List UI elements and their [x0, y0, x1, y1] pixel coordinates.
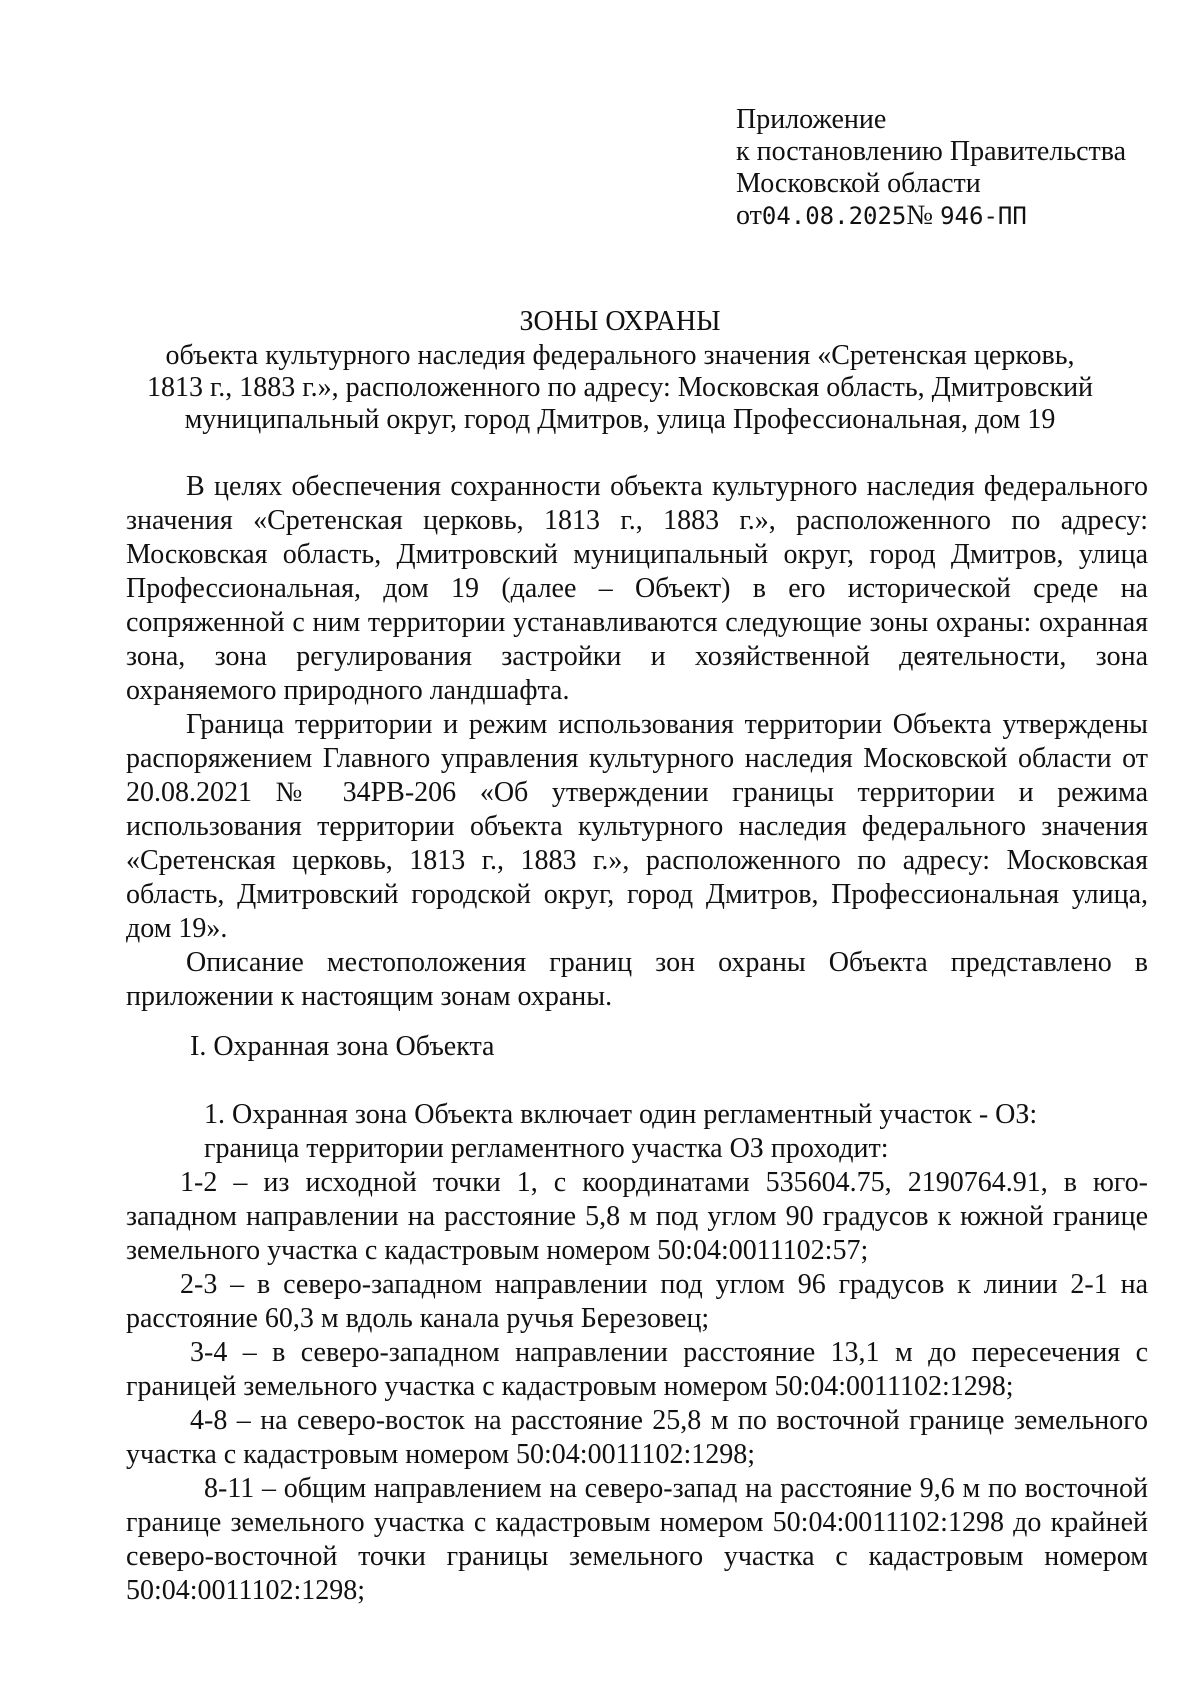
paragraph-boundary: Граница территории и режим использования территории Объекта утверждены распоряжением Главного управления культурного наследия Московской области от 20.08.2021 № 34РВ-206 «Об утверждении границы территории и режима использования территории объекта культурного наследия федерального значения «Сретенская церковь, 1813 г., 1883 г.», расположенного по адресу: Московская область, Дмитровский городской округ, город Дмитров, Профессиональная улица, дом 19».: [126, 709, 1148, 944]
subtitle-line-2: 1813 г., 1883 г.», расположенного по адресу: Московская область, Дмитровский: [146, 372, 1094, 403]
appendix-line-3: Московской области: [736, 168, 981, 199]
section-intro-2: граница территории регламентного участка ОЗ проходит:: [204, 1133, 889, 1164]
boundary-segment-4-8: 4-8 – на северо-восток на расстояние 25,8 м по восточной границе земельного участка с кадастровым номером 50:04:0011102:1298;: [126, 1405, 1148, 1470]
paragraph-description: Описание местоположения границ зон охраны Объекта представлено в приложении к настоящим зонам охраны.: [126, 947, 1148, 1012]
boundary-segment-2-3: 2-3 – в северо-западном направлении под углом 96 градусов к линии 2-1 на расстояние 60,3 м вдоль канала ручья Березовец;: [126, 1269, 1148, 1334]
appendix-line-2: к постановлению Правительства: [736, 136, 1127, 167]
boundary-segment-8-11: 8-11 – общим направлением на северо-запад на расстояние 9,6 м по восточной границе земельного участка с кадастровым номером 50:04:0011102:1298 до крайней северо-восточной точки границы земельного участка с кадастровым номером 50:04:0011102:1298;: [126, 1473, 1148, 1606]
boundary-segment-1-2: 1-2 – из исходной точки 1, с координатами 535604.75, 2190764.91, в юго-западном направлении на расстояние 5,8 м под углом 90 градусов к южной границе земельного участка с кадастровым номером 50:04:0011102:57;: [126, 1167, 1148, 1266]
intro-paragraphs: [126, 470, 1148, 1014]
section-intro-1: 1. Охранная зона Объекта включает один регламентный участок - ОЗ:: [204, 1099, 1038, 1130]
paragraph-purpose: В целях обеспечения сохранности объекта культурного наследия федерального значения «Сретенская церковь, 1813 г., 1883 г.», расположенного по адресу: Московская область, Дмитровский муниципальный округ, город Дмитров, улица Профессиональная, дом 19 (далее – Объект) в его исторической среде на сопряженной с ним территории устанавливаются следующие зоны охраны: охранная зона, зона регулирования застройки и хозяйственной деятельности, зона охраняемого природного ландшафта.: [126, 471, 1148, 706]
appendix-number: 946-ПП: [940, 202, 1027, 230]
section-title: I. Охранная зона Объекта: [190, 1031, 495, 1062]
appendix-from-label: от: [736, 200, 762, 231]
subtitle-line-1: объекта культурного наследия федерального значения «Сретенская церковь,: [165, 340, 1075, 371]
subtitle-line-3: муниципальный округ, город Дмитров, улица Профессиональная, дом 19: [184, 404, 1056, 435]
document-subtitle: [120, 340, 1120, 436]
appendix-block: [736, 104, 1126, 232]
appendix-number-label: №: [906, 200, 934, 231]
appendix-line-1: Приложение: [736, 104, 887, 135]
section-items: [126, 1098, 1148, 1608]
appendix-date-line: [736, 200, 1126, 232]
appendix-date: 04.08.2025: [761, 202, 907, 230]
document-title: ЗОНЫ ОХРАНЫ: [519, 306, 721, 337]
boundary-segment-3-4: 3-4 – в северо-западном направлении расстояние 13,1 м до пересечения с границей земельного участка с кадастровым номером 50:04:0011102:1298;: [126, 1337, 1148, 1402]
